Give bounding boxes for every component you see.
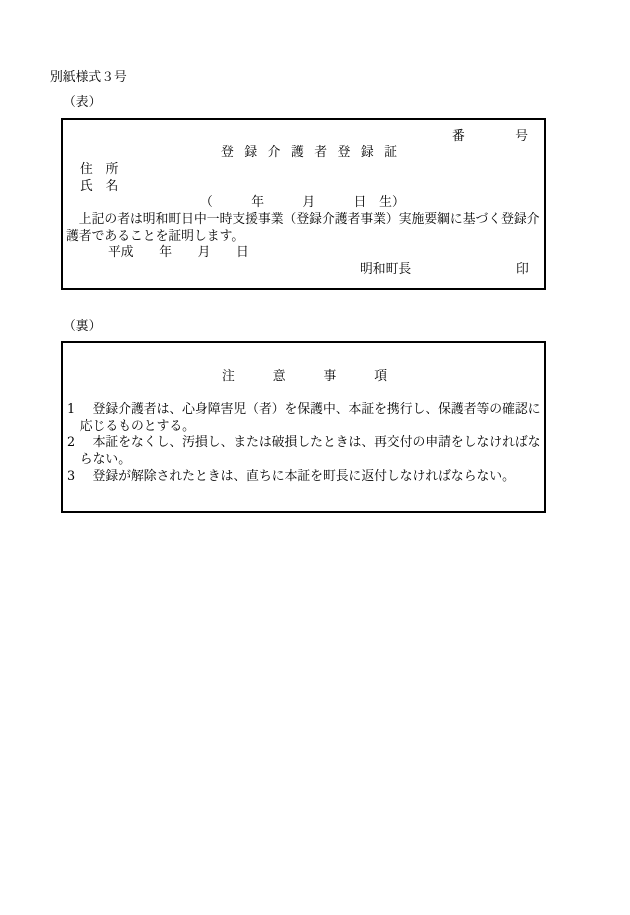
- birth-date-field: （ 年 月 日 生）: [200, 195, 405, 211]
- note-item: [67, 402, 544, 435]
- note-item: [67, 469, 544, 486]
- note-text: 登録介護者は、心身障害児（者）を保護中、本証を携行し、保護者等の確認に応じるものとする。: [79, 402, 541, 434]
- note-number: 2: [67, 435, 76, 451]
- note-number: 1: [67, 402, 76, 418]
- address-label: 住 所: [80, 162, 119, 178]
- seal-mark: 印: [516, 262, 529, 278]
- certificate-back: [61, 341, 546, 513]
- form-number: 別紙様式３号: [50, 69, 127, 85]
- issue-date-field: 平成 年 月 日: [108, 245, 249, 261]
- notes-title: 注 意 事 項: [222, 368, 387, 384]
- front-side-label: （表）: [63, 94, 102, 110]
- issuer-row: [63, 262, 544, 279]
- certificate-front: [61, 118, 546, 290]
- certificate-number-label: 番 号: [452, 128, 528, 144]
- back-side-label: （裏）: [63, 318, 102, 334]
- certification-statement: 上記の者は明和町日中一時支援事業（登録介護者事業）実施要綱に基づく登録介護者であることを証明します。: [66, 212, 540, 244]
- note-item: [67, 435, 544, 468]
- note-number: 3: [67, 468, 76, 484]
- note-text: 本証をなくし、汚損し、または破損したときは、再交付の申請をしなければならない。: [79, 435, 541, 468]
- name-label: 氏 名: [80, 178, 119, 194]
- certificate-title: 登 録 介 護 者 登 録 証: [221, 145, 397, 161]
- issuer-name: 明和町長: [360, 262, 412, 278]
- note-text: 登録が解除されたときは、直ちに本証を町長に返付しなければならない。: [92, 468, 515, 484]
- notes-list: [67, 402, 544, 485]
